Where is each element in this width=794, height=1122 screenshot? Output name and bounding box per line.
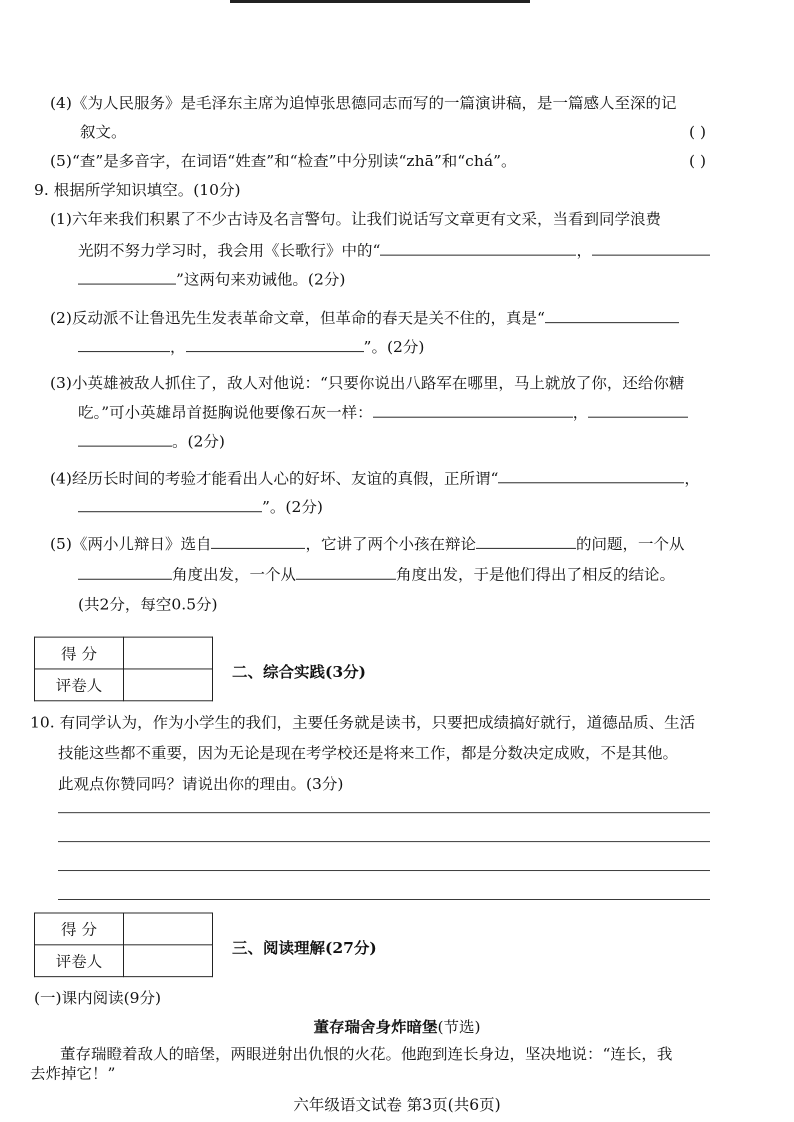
q10-answer-line-4[interactable] (58, 899, 710, 900)
q10-line1: 10. 有同学认为，作为小学生的我们，主要任务就是读书，只要把成绩搞好就行，道德品质、生活 (30, 713, 696, 732)
q9-item4-suffix: ”。(2分) (262, 498, 323, 517)
reading-part1-heading: (一)课内阅读(9分) (34, 989, 162, 1008)
grader-value-cell[interactable] (124, 945, 213, 977)
q9-item1-prompt: 光阴不努力学习时，我会用《长歌行》中的“ (78, 242, 381, 260)
q9-item3-line2 (78, 401, 688, 423)
q9-item5-prompt4: 角度出发，一个从 (172, 566, 297, 584)
q9-heading: 9. 根据所学知识填空。(10分) (34, 181, 241, 199)
q9-item5-blank2[interactable] (476, 532, 576, 548)
passage-title-text: 董存瑞舍身炸暗堡 (313, 1017, 438, 1036)
q9-item3-line3 (78, 430, 225, 452)
q9-item4-line2 (78, 496, 323, 518)
q9-item3-comma: ， (572, 404, 589, 422)
passage-line-2: 去炸掉它！” (30, 1064, 116, 1083)
q9-item1-blank3[interactable] (78, 268, 176, 284)
q8-item4-answer-paren[interactable]: ( ) (688, 123, 706, 141)
q9-item3-blank1[interactable] (373, 401, 573, 417)
q9-item5-blank1[interactable] (211, 532, 305, 548)
q9-item5-line2 (78, 563, 675, 585)
q9-item1-line1: (1)六年来我们积累了不少古诗及名言警句。让我们说话写文章更有文采，当看到同学浪费 (50, 210, 661, 228)
q9-item2-blank3[interactable] (186, 336, 364, 352)
q9-item5-prompt2: ，它讲了两个小孩在辩论 (305, 535, 476, 553)
score-label: 得 分 (35, 637, 124, 669)
q9-item5-prompt3: 的问题，一个从 (575, 535, 685, 553)
q9-item1-blank2[interactable] (592, 239, 710, 255)
q10-line2: 技能这些都不重要，因为无论是现在考学校还是将来工作，都是分数决定成败，不是其他。 (58, 744, 679, 763)
q9-item4-comma: ， (684, 469, 700, 488)
score-value-cell[interactable] (124, 637, 213, 669)
q10-answer-line-2[interactable] (58, 841, 710, 842)
q9-item3-line1: (3)小英雄被敌人抓住了，敌人对他说：“只要你说出八路军在哪里，马上就放了你，还给你糖 (50, 374, 685, 392)
q9-item4-blank1[interactable] (498, 467, 684, 483)
q9-item1-line2 (78, 239, 710, 261)
grader-label: 评卷人 (35, 945, 124, 977)
q9-item5-line1 (50, 532, 685, 554)
score-value-cell[interactable] (124, 913, 213, 945)
q9-item1-suffix: ”这两句来劝诫他。(2分) (176, 271, 346, 289)
q9-item2-prompt: (2)反动派不让鲁迅先生发表革命文章，但革命的春天是关不住的，真是“ (50, 309, 545, 327)
q9-item3-suffix: 。(2分) (172, 433, 225, 451)
score-label: 得 分 (35, 913, 124, 945)
q8-item4-line2: 叙文。 (80, 123, 127, 141)
q9-item4-prompt: (4)经历长时间的考验才能看出人心的好坏、友谊的真假，正所谓“ (50, 469, 499, 488)
score-box-section2 (34, 637, 213, 702)
q8-item5-answer-paren[interactable]: ( ) (688, 152, 706, 170)
q9-item2-comma: ， (170, 338, 186, 356)
score-box-section3 (34, 913, 213, 978)
q9-item3-blank3[interactable] (78, 430, 172, 446)
q9-item5-blank4[interactable] (296, 563, 396, 579)
q9-item1-comma: ， (576, 242, 592, 260)
q9-item3-prompt: 吃。”可小英雄昂首挺胸说他要像石灰一样： (78, 404, 373, 422)
q8-item4-line1: (4)《为人民服务》是毛泽东主席为追悼张思德同志而写的一篇演讲稿，是一篇感人至深的记 (50, 94, 677, 112)
q9-item5-note: (共2分，每空0.5分) (78, 596, 218, 614)
q9-item2-blank1[interactable] (545, 307, 679, 323)
q9-item4-line1 (50, 467, 700, 489)
section2-title: 二、综合实践(3分) (232, 662, 366, 682)
grader-label: 评卷人 (35, 669, 124, 701)
page-footer: 六年级语文试卷 第3页(共6页) (293, 1096, 501, 1114)
q9-item3-blank2[interactable] (588, 401, 688, 417)
q9-item2-blank2[interactable] (78, 336, 170, 352)
q10-answer-line-3[interactable] (58, 870, 710, 871)
q9-item4-blank2[interactable] (78, 496, 262, 512)
passage-line-1: 董存瑞瞪着敌人的暗堡，两眼迸射出仇恨的火花。他跑到连长身边，坚决地说：“连长，我 (60, 1045, 673, 1063)
q9-item1-line3 (78, 268, 345, 290)
section3-title: 三、阅读理解(27分) (232, 938, 377, 957)
q9-item5-prompt1: (5)《两小儿辩日》选自 (50, 535, 212, 553)
q8-item5: (5)“查”是多音字，在词语“姓查”和“检查”中分别读“zhā”和“chá”。 (50, 152, 517, 170)
q9-item2-suffix: ”。(2分) (363, 338, 425, 356)
q9-item2-line2 (78, 336, 424, 358)
q9-item1-blank1[interactable] (380, 239, 576, 255)
passage-title-note: (节选) (437, 1018, 481, 1036)
grader-value-cell[interactable] (124, 669, 213, 701)
q10-answer-line-1[interactable] (58, 812, 710, 813)
q9-item2-line1 (50, 307, 679, 329)
q9-item5-prompt5: 角度出发，于是他们得出了相反的结论。 (396, 566, 676, 584)
q10-line3: 此观点你赞同吗？请说出你的理由。(3分) (58, 775, 344, 793)
q9-item5-blank3[interactable] (78, 563, 172, 579)
passage-title (0, 1017, 794, 1038)
